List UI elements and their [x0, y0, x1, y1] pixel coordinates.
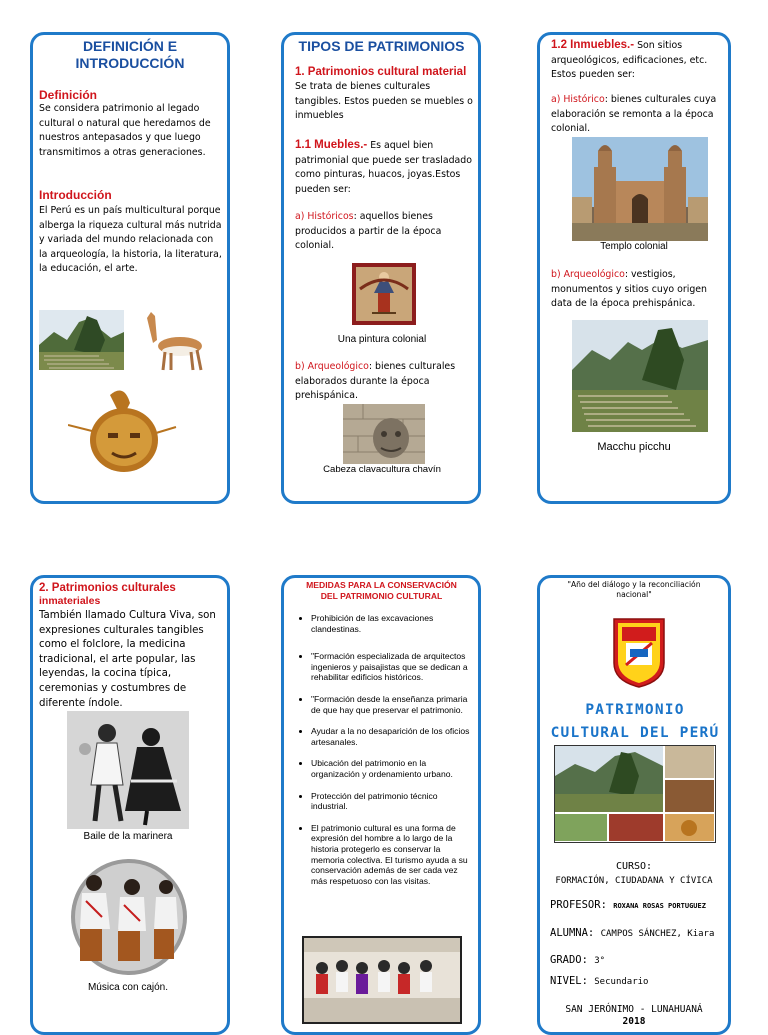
muebles-paragraph — [295, 138, 475, 197]
year-text: 2018 — [622, 1016, 646, 1027]
marinera-dance-image — [67, 711, 189, 829]
level-value: Secundario — [594, 977, 649, 987]
level-row — [550, 975, 648, 987]
student-row — [550, 927, 714, 939]
types-title: TIPOS DE PATRIMONIOS — [298, 38, 465, 54]
colonial-painting-caption: Una pintura colonial — [337, 334, 427, 345]
measure-item: • "Formación especializada de arquitectos ingenieros y paisajistas que se dedican a rehabilitar edificios históricos. — [311, 651, 472, 683]
inmuebles-arqueologico — [551, 268, 726, 312]
inmateriales-text: También llamado Cultura Viva, son expresiones culturales tangibles como el folclore, la medicina tradicional, el arte popular, las leyendas, la cocina típica, ceremonias y costumbres de diferente índole. — [39, 610, 216, 709]
teacher-row — [550, 899, 706, 911]
inmuebles-text: Son sitios arqueológicos, edificaciones, etc. Estos pueden ser: — [551, 40, 708, 81]
measure-item: • Ayudar a la no desaparición de los oficios artesanales. — [311, 726, 472, 747]
measure-item: • Prohibición de las excavaciones clandestinas. — [311, 613, 472, 634]
colonial-painting-image — [352, 263, 416, 325]
year-motto-line1: "Año del diálogo y la reconciliación — [567, 580, 701, 589]
inmuebles-arqueologico-text: : vestigios, monumentos y sitios cuyo origen data de la época prehispánica. — [551, 269, 707, 310]
measures-title — [284, 580, 479, 601]
measures-list — [297, 613, 472, 897]
teacher-value: ROXANA ROSAS PORTUGUEZ — [613, 902, 706, 910]
heritage-collage-image — [554, 745, 716, 843]
student-value: CAMPOS SÁNCHEZ, Kiara — [600, 929, 715, 939]
measures-title-line2: DEL PATRIMONIO CULTURAL — [320, 590, 443, 601]
year-motto-line2: nacional" — [616, 590, 652, 599]
measure-item: • Ubicación del patrimonio en la organización y ordenamiento urbano. — [311, 758, 472, 779]
course-value: FORMACIÓN, CIUDADANA Y CÍVICA — [555, 876, 713, 886]
intro-text: El Perú es un país multicultural porque alberga la riqueza cultural más nutrida y variada del mundo relacionada con la arqueología, la historia, la literatura, la educación, el arte. — [39, 205, 222, 275]
measure-item: • El patrimonio cultural es una forma de expresión del hombre a lo largo de la historia protegerlo es conservar la memoria colectiva. El turismo ayuda a su conservación además de ser cada vez más respetuoso con las visitas. — [311, 823, 472, 887]
cajon-caption: Música con cajón. — [87, 982, 169, 993]
definition-text: Se considera patrimonio al legado cultural o natural que heredamos de nuestros antepasados y que luego transmitimos a otras generaciones. — [39, 103, 211, 158]
cover-title — [540, 699, 730, 745]
school-crest-logo — [612, 617, 666, 689]
year-motto — [540, 580, 728, 600]
inmuebles-historico-text: : bienes culturales cuya elaboración se remonta a la época colonial. — [551, 94, 717, 135]
students-photo — [302, 936, 462, 1024]
historicos-label: a) Históricos — [295, 211, 354, 222]
inmateriales-heading — [39, 582, 176, 608]
panel1-title — [40, 38, 220, 72]
colonial-temple-image — [572, 137, 708, 241]
inmuebles-historico — [551, 93, 726, 137]
panel1-title-line1: DEFINICIÓN E — [82, 38, 178, 54]
muebles-text: Es aquel bien patrimonial que puede ser trasladado como pinturas, huacos, joyas.Estos pueden ser: — [295, 140, 472, 195]
grade-value: 3° — [594, 956, 606, 966]
definition-heading: Definición — [39, 88, 98, 102]
measure-item: • "Formación desde la enseñanza primaria de que hay que preservar el patrimonio. — [311, 694, 472, 715]
machu-picchu-image-small — [39, 310, 124, 370]
machu-picchu-caption: Macchu picchu — [597, 441, 671, 453]
inmuebles-arqueologico-label: b) Arqueológico — [551, 269, 625, 280]
machu-picchu-image — [572, 320, 708, 432]
student-label: ALUMNA: — [550, 927, 595, 939]
gold-mask-image — [68, 385, 178, 477]
temple-caption: Templo colonial — [600, 241, 668, 252]
arqueologico-label: b) Arqueológico — [295, 361, 369, 372]
cover-title-line2: CULTURAL DEL PERÚ — [550, 725, 720, 741]
material-text: Se trata de bienes culturales tangibles. Estos pueden se muebles o inmuebles — [295, 81, 473, 122]
inmuebles-heading: 1.2 Inmuebles.- — [551, 39, 635, 51]
muebles-historicos — [295, 210, 475, 254]
measures-title-line1: MEDIDAS PARA LA CONSERVACIÓN — [306, 580, 457, 590]
muebles-heading: 1.1 Muebles.- — [295, 139, 368, 151]
level-label: NIVEL: — [550, 975, 588, 987]
grade-label: GRADO: — [550, 954, 588, 966]
panel1-title-line2: INTRODUCCIÓN — [75, 55, 185, 71]
inmuebles-paragraph — [551, 38, 726, 83]
inmuebles-historico-label: a) Histórico — [551, 94, 605, 105]
course-label: CURSO: — [615, 861, 653, 872]
material-heading: 1. Patrimonios cultural material — [295, 66, 467, 78]
historicos-text: : aquellos bienes producidos a partir de la época colonial. — [295, 211, 442, 252]
place-text: SAN JERÓNIMO - LUNAHUANÁ — [565, 1004, 703, 1015]
measure-item: • Protección del patrimonio técnico industrial. — [311, 791, 472, 812]
grade-row — [550, 954, 605, 966]
inmateriales-heading-line1: 2. Patrimonios culturales — [39, 582, 176, 594]
muebles-arqueologico — [295, 360, 475, 404]
cajon-music-image — [56, 857, 202, 977]
marinera-caption: Baile de la marinera — [83, 831, 173, 842]
chavin-head-caption: Cabeza clavacultura chavín — [323, 464, 441, 475]
intro-heading: Introducción — [39, 188, 112, 202]
arqueologico-text: : bienes culturales elaborados durante la época prehispánica. — [295, 361, 456, 402]
chavin-head-image — [343, 404, 425, 464]
teacher-label: PROFESOR: — [550, 899, 607, 911]
vicuna-image — [135, 308, 215, 373]
inmateriales-heading-line2: inmateriales — [39, 595, 101, 607]
cover-title-line1: PATRIMONIO — [585, 702, 685, 718]
